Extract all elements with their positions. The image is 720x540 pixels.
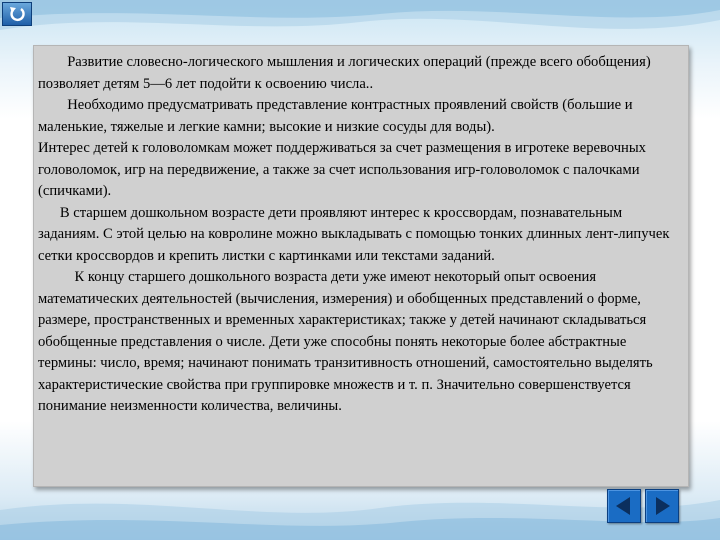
- triangle-right-icon: [651, 495, 673, 517]
- body-text: [38, 52, 684, 418]
- paragraph-4: В старшем дошкольном возрасте дети проявляют интерес к кроссвордам, познавательным заданиям. С этой целью на ковролине можно выкладывать с помощью тонких длинных лент-липучек сетки кроссвордов и крепить листки с картинками или текстами заданий.: [38, 204, 674, 264]
- return-arrow-icon: [7, 5, 27, 23]
- previous-slide-button[interactable]: [607, 489, 641, 523]
- paragraph-2: Необходимо предусматривать представление контрастных проявлений свойств (большие и маленькие, тяжелые и легкие камни; высокие и низкие сосуды для воды).: [38, 97, 637, 135]
- paragraph-5: К концу старшего дошкольного возраста дети уже имеют некоторый опыт освоения математических деятельностей (вычисления, измерения) и обобщенных представлений о форме, размере, пространственных и временных характеристиках; также у детей начинают складываться обобщенные представления о числе. Дети уже способны понять некоторые более абстрактные термины: число, время; начинают понимать транзитивность отношений, самостоятельно выделять характеристические свойства при группировке множеств и т. п. Значительно совершенствуется понимание неизменности количества, величины.: [38, 269, 657, 414]
- return-button[interactable]: [2, 2, 32, 26]
- triangle-left-icon: [613, 495, 635, 517]
- paragraph-3: Интерес детей к головоломкам может поддерживаться за счет размещения в игротеке веревочных головоломок, игр на передвижение, а также за счет использования игр-головоломок с палочками (спичками).: [38, 140, 650, 199]
- paragraph-1: Развитие словесно-логического мышления и логических операций (прежде всего обобщения) позволяет детям 5—6 лет подойти к освоению числа..: [38, 54, 655, 92]
- next-slide-button[interactable]: [645, 489, 679, 523]
